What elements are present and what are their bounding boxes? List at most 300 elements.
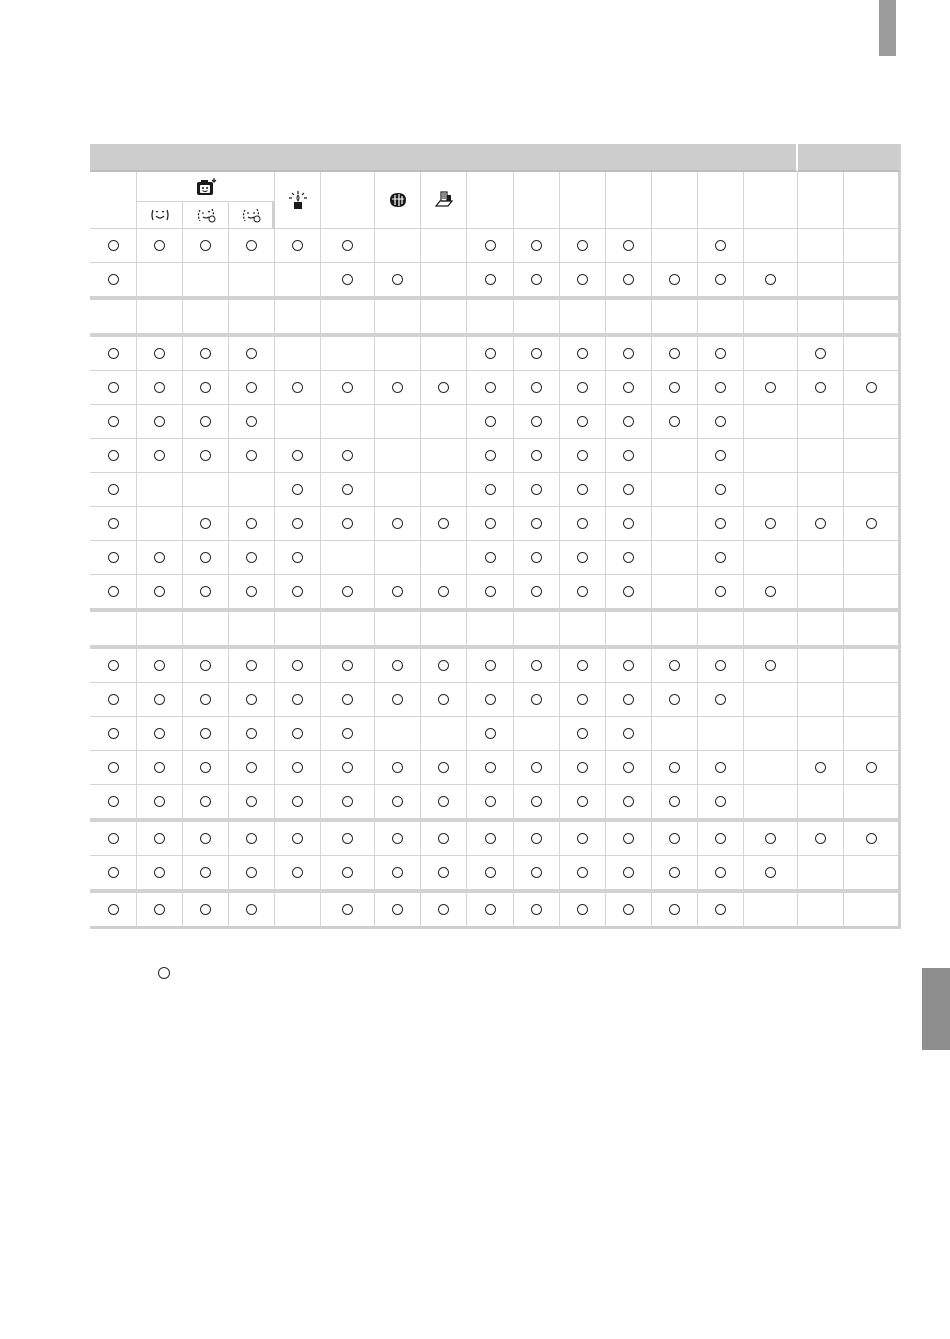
available-mark-icon bbox=[577, 348, 588, 359]
available-mark-icon bbox=[715, 518, 726, 529]
available-mark-icon bbox=[154, 660, 165, 671]
table-row bbox=[90, 439, 901, 473]
table-cell bbox=[744, 439, 798, 473]
table-cell bbox=[698, 371, 744, 405]
table-cell bbox=[560, 893, 606, 929]
table-cell bbox=[514, 649, 560, 683]
table-cell bbox=[183, 612, 229, 649]
available-mark-icon bbox=[108, 450, 119, 461]
chapter-tab-side bbox=[922, 968, 950, 1050]
available-mark-icon bbox=[246, 796, 257, 807]
table-cell bbox=[698, 751, 744, 785]
table-cell bbox=[183, 337, 229, 371]
available-mark-icon bbox=[623, 274, 634, 285]
table-cell bbox=[514, 893, 560, 929]
table-cell bbox=[90, 856, 137, 893]
table-cell bbox=[137, 405, 183, 439]
available-mark-icon bbox=[815, 762, 826, 773]
table-cell bbox=[375, 822, 421, 856]
available-mark-icon bbox=[200, 796, 211, 807]
table-row bbox=[90, 612, 901, 649]
table-cell bbox=[514, 612, 560, 649]
table-cell bbox=[652, 575, 698, 612]
available-mark-icon bbox=[485, 450, 496, 461]
available-mark-icon bbox=[577, 586, 588, 597]
available-mark-icon bbox=[669, 762, 680, 773]
available-mark-icon bbox=[485, 382, 496, 393]
table-row bbox=[90, 893, 901, 929]
available-mark-icon bbox=[485, 240, 496, 251]
table-cell bbox=[90, 473, 137, 507]
table-cell bbox=[90, 439, 137, 473]
available-mark-icon bbox=[154, 796, 165, 807]
table-cell bbox=[375, 541, 421, 575]
table-cell bbox=[229, 439, 275, 473]
table-cell bbox=[137, 751, 183, 785]
available-mark-icon bbox=[154, 586, 165, 597]
header-col-15 bbox=[744, 172, 798, 229]
available-mark-icon bbox=[715, 904, 726, 915]
table-cell bbox=[606, 263, 652, 300]
available-mark-icon bbox=[438, 796, 449, 807]
available-mark-icon bbox=[438, 586, 449, 597]
table-cell bbox=[798, 229, 844, 263]
available-mark-icon bbox=[342, 274, 353, 285]
table-cell bbox=[652, 649, 698, 683]
table-cell bbox=[375, 683, 421, 717]
table-cell bbox=[229, 263, 275, 300]
table-cell bbox=[698, 405, 744, 439]
table-cell bbox=[375, 856, 421, 893]
available-mark-icon bbox=[392, 660, 403, 671]
table-row bbox=[90, 822, 901, 856]
table-cell bbox=[698, 649, 744, 683]
available-mark-icon bbox=[531, 552, 542, 563]
table-cell bbox=[275, 751, 321, 785]
table-cell bbox=[90, 541, 137, 575]
table-cell bbox=[698, 541, 744, 575]
table-cell bbox=[844, 649, 901, 683]
table-cell bbox=[514, 683, 560, 717]
table-cell bbox=[744, 856, 798, 893]
table-cell bbox=[652, 683, 698, 717]
table-cell bbox=[275, 893, 321, 929]
table-cell bbox=[275, 683, 321, 717]
available-mark-icon bbox=[108, 416, 119, 427]
available-mark-icon bbox=[246, 450, 257, 461]
available-mark-icon bbox=[531, 518, 542, 529]
table-cell bbox=[375, 575, 421, 612]
table-cell bbox=[798, 822, 844, 856]
table-cell bbox=[652, 822, 698, 856]
available-mark-icon bbox=[342, 450, 353, 461]
available-mark-icon bbox=[246, 660, 257, 671]
table-cell bbox=[90, 717, 137, 751]
table-cell bbox=[606, 649, 652, 683]
table-row bbox=[90, 717, 901, 751]
available-mark-icon bbox=[715, 762, 726, 773]
legend bbox=[158, 964, 170, 982]
table-cell bbox=[421, 371, 467, 405]
available-mark-icon bbox=[438, 382, 449, 393]
available-mark-icon bbox=[577, 416, 588, 427]
available-mark-icon bbox=[815, 833, 826, 844]
table-cell bbox=[798, 785, 844, 822]
table-cell bbox=[467, 683, 514, 717]
table-cell bbox=[844, 300, 901, 337]
table-cell bbox=[606, 541, 652, 575]
table-cell bbox=[744, 473, 798, 507]
table-cell bbox=[698, 856, 744, 893]
table-cell bbox=[229, 856, 275, 893]
table-cell bbox=[844, 439, 901, 473]
table-cell bbox=[514, 751, 560, 785]
table-cell bbox=[375, 785, 421, 822]
available-mark-icon bbox=[815, 518, 826, 529]
available-mark-icon bbox=[577, 660, 588, 671]
table-cell bbox=[229, 473, 275, 507]
table-row bbox=[90, 229, 901, 263]
table-cell bbox=[514, 263, 560, 300]
table-cell bbox=[90, 893, 137, 929]
available-mark-icon bbox=[392, 904, 403, 915]
table-cell bbox=[275, 785, 321, 822]
table-cell bbox=[90, 337, 137, 371]
table-cell bbox=[560, 507, 606, 541]
available-mark-icon bbox=[577, 762, 588, 773]
table-cell bbox=[560, 822, 606, 856]
available-mark-icon bbox=[154, 867, 165, 878]
table-cell bbox=[183, 717, 229, 751]
available-mark-icon bbox=[485, 348, 496, 359]
available-mark-icon bbox=[438, 694, 449, 705]
available-mark-icon bbox=[577, 518, 588, 529]
table-cell bbox=[467, 893, 514, 929]
table-cell bbox=[514, 300, 560, 337]
table-row bbox=[90, 751, 901, 785]
table-cell bbox=[798, 893, 844, 929]
table-cell bbox=[844, 541, 901, 575]
available-mark-icon bbox=[669, 833, 680, 844]
table-cell bbox=[652, 541, 698, 575]
table-cell bbox=[137, 575, 183, 612]
table-cell bbox=[183, 751, 229, 785]
available-mark-icon bbox=[108, 518, 119, 529]
available-mark-icon bbox=[200, 586, 211, 597]
table-cell bbox=[375, 263, 421, 300]
table-cell bbox=[606, 575, 652, 612]
available-mark-icon bbox=[531, 762, 542, 773]
table-cell bbox=[744, 751, 798, 785]
available-mark-icon bbox=[154, 450, 165, 461]
available-mark-icon bbox=[669, 867, 680, 878]
table-cell bbox=[744, 229, 798, 263]
available-mark-icon bbox=[342, 586, 353, 597]
table-row bbox=[90, 337, 901, 371]
available-mark-icon bbox=[765, 518, 776, 529]
available-mark-icon bbox=[577, 796, 588, 807]
table-cell bbox=[606, 751, 652, 785]
table-cell bbox=[229, 751, 275, 785]
table-cell bbox=[321, 856, 375, 893]
available-mark-icon bbox=[342, 867, 353, 878]
available-mark-icon bbox=[715, 382, 726, 393]
table-cell bbox=[560, 612, 606, 649]
available-mark-icon bbox=[292, 728, 303, 739]
table-cell bbox=[606, 405, 652, 439]
table-body bbox=[90, 229, 901, 929]
available-mark-icon bbox=[200, 833, 211, 844]
table-cell bbox=[798, 300, 844, 337]
table-cell bbox=[421, 541, 467, 575]
smile-face-icon bbox=[137, 202, 183, 229]
available-mark-icon bbox=[200, 694, 211, 705]
available-mark-icon bbox=[715, 694, 726, 705]
table-cell bbox=[798, 541, 844, 575]
table-cell bbox=[560, 439, 606, 473]
table-cell bbox=[229, 507, 275, 541]
table-cell bbox=[744, 263, 798, 300]
table-cell bbox=[560, 300, 606, 337]
available-mark-icon bbox=[577, 867, 588, 878]
available-mark-icon bbox=[577, 552, 588, 563]
header-col-6 bbox=[321, 172, 375, 229]
table-cell bbox=[229, 575, 275, 612]
available-mark-icon bbox=[292, 833, 303, 844]
available-mark-icon bbox=[108, 382, 119, 393]
table-cell bbox=[652, 300, 698, 337]
table-cell bbox=[467, 541, 514, 575]
table-cell bbox=[514, 717, 560, 751]
available-mark-icon bbox=[108, 552, 119, 563]
table-cell bbox=[275, 439, 321, 473]
available-mark-icon bbox=[154, 552, 165, 563]
available-mark-icon bbox=[765, 660, 776, 671]
available-mark-icon bbox=[246, 833, 257, 844]
table-cell bbox=[90, 612, 137, 649]
table-cell bbox=[229, 300, 275, 337]
table-cell bbox=[90, 229, 137, 263]
table-cell bbox=[137, 337, 183, 371]
table-cell bbox=[137, 507, 183, 541]
available-mark-icon bbox=[342, 694, 353, 705]
available-mark-icon bbox=[246, 728, 257, 739]
table-cell bbox=[652, 263, 698, 300]
table-cell bbox=[421, 229, 467, 263]
table-cell bbox=[321, 785, 375, 822]
header-col-10 bbox=[514, 172, 560, 229]
table-cell bbox=[183, 371, 229, 405]
available-mark-icon bbox=[292, 694, 303, 705]
table-row bbox=[90, 541, 901, 575]
table-cell bbox=[798, 612, 844, 649]
table-cell bbox=[698, 439, 744, 473]
table-cell bbox=[375, 405, 421, 439]
table-cell bbox=[90, 785, 137, 822]
table-cell bbox=[321, 405, 375, 439]
available-mark-icon bbox=[485, 694, 496, 705]
table-cell bbox=[321, 717, 375, 751]
table-cell bbox=[183, 893, 229, 929]
table-cell bbox=[652, 229, 698, 263]
function-availability-table-wrapper bbox=[90, 144, 901, 929]
available-mark-icon bbox=[485, 904, 496, 915]
table-cell bbox=[375, 649, 421, 683]
table-cell bbox=[183, 229, 229, 263]
available-mark-icon bbox=[531, 348, 542, 359]
available-mark-icon bbox=[200, 552, 211, 563]
available-mark-icon bbox=[246, 867, 257, 878]
table-cell bbox=[744, 405, 798, 439]
table-cell bbox=[321, 229, 375, 263]
table-cell bbox=[606, 893, 652, 929]
header-col-9 bbox=[467, 172, 514, 229]
table-cell bbox=[90, 649, 137, 683]
available-mark-icon bbox=[669, 382, 680, 393]
table-cell bbox=[798, 263, 844, 300]
table-cell bbox=[652, 751, 698, 785]
table-cell bbox=[560, 575, 606, 612]
available-mark-icon bbox=[200, 518, 211, 529]
table-cell bbox=[606, 822, 652, 856]
available-mark-icon bbox=[669, 348, 680, 359]
table-cell bbox=[421, 405, 467, 439]
available-mark-icon bbox=[531, 904, 542, 915]
table-cell bbox=[137, 717, 183, 751]
available-mark-icon bbox=[623, 552, 634, 563]
table-cell bbox=[560, 229, 606, 263]
table-cell bbox=[229, 893, 275, 929]
table-cell bbox=[606, 856, 652, 893]
table-cell bbox=[229, 785, 275, 822]
table-cell bbox=[560, 263, 606, 300]
available-mark-icon bbox=[765, 833, 776, 844]
table-cell bbox=[421, 717, 467, 751]
table-cell bbox=[421, 751, 467, 785]
available-mark-icon bbox=[577, 728, 588, 739]
table-cell bbox=[467, 337, 514, 371]
table-cell bbox=[321, 822, 375, 856]
header-band-shooting-modes bbox=[90, 144, 798, 172]
table-cell bbox=[183, 785, 229, 822]
available-mark-icon bbox=[485, 796, 496, 807]
table-cell bbox=[467, 856, 514, 893]
table-cell bbox=[698, 300, 744, 337]
table-cell bbox=[467, 575, 514, 612]
available-mark-icon bbox=[531, 660, 542, 671]
available-mark-icon bbox=[342, 833, 353, 844]
table-row bbox=[90, 263, 901, 300]
available-mark-icon bbox=[866, 762, 877, 773]
table-cell bbox=[421, 612, 467, 649]
available-mark-icon bbox=[669, 274, 680, 285]
available-mark-icon bbox=[292, 762, 303, 773]
table-cell bbox=[229, 541, 275, 575]
available-mark-icon bbox=[623, 586, 634, 597]
table-cell bbox=[321, 371, 375, 405]
available-mark-icon bbox=[765, 586, 776, 597]
available-mark-icon bbox=[200, 348, 211, 359]
available-mark-icon bbox=[669, 904, 680, 915]
available-mark-icon bbox=[531, 416, 542, 427]
available-mark-icon bbox=[623, 904, 634, 915]
table-cell bbox=[321, 337, 375, 371]
table-cell bbox=[467, 612, 514, 649]
table-cell bbox=[321, 300, 375, 337]
table-cell bbox=[275, 612, 321, 649]
available-mark-icon bbox=[577, 450, 588, 461]
available-mark-icon bbox=[485, 586, 496, 597]
table-cell bbox=[798, 856, 844, 893]
available-mark-icon bbox=[108, 796, 119, 807]
table-cell bbox=[137, 785, 183, 822]
available-mark-icon bbox=[715, 586, 726, 597]
available-mark-icon bbox=[866, 518, 877, 529]
chapter-tab-top bbox=[879, 0, 896, 56]
table-cell bbox=[560, 649, 606, 683]
available-mark-icon bbox=[485, 867, 496, 878]
available-mark-icon bbox=[715, 450, 726, 461]
table-cell bbox=[698, 785, 744, 822]
table-cell bbox=[183, 405, 229, 439]
table-cell bbox=[275, 649, 321, 683]
table-cell bbox=[798, 473, 844, 507]
table-cell bbox=[467, 822, 514, 856]
table-cell bbox=[467, 751, 514, 785]
table-cell bbox=[844, 751, 901, 785]
table-cell bbox=[744, 822, 798, 856]
table-cell bbox=[514, 575, 560, 612]
header-band-other bbox=[798, 144, 901, 172]
table-cell bbox=[744, 893, 798, 929]
available-mark-icon bbox=[485, 274, 496, 285]
table-cell bbox=[137, 263, 183, 300]
available-mark-icon bbox=[200, 728, 211, 739]
table-cell bbox=[229, 371, 275, 405]
available-mark-icon bbox=[715, 867, 726, 878]
available-mark-icon bbox=[866, 833, 877, 844]
table-cell bbox=[798, 717, 844, 751]
table-cell bbox=[560, 337, 606, 371]
table-cell bbox=[467, 371, 514, 405]
available-mark-icon bbox=[154, 694, 165, 705]
table-cell bbox=[375, 337, 421, 371]
available-mark-icon bbox=[623, 694, 634, 705]
table-cell bbox=[467, 507, 514, 541]
table-cell bbox=[606, 612, 652, 649]
table-cell bbox=[606, 439, 652, 473]
available-mark-icon bbox=[765, 867, 776, 878]
available-mark-icon bbox=[623, 867, 634, 878]
table-cell bbox=[321, 439, 375, 473]
available-mark-icon bbox=[392, 694, 403, 705]
table-cell bbox=[421, 649, 467, 683]
table-cell bbox=[698, 507, 744, 541]
available-mark-icon bbox=[108, 240, 119, 251]
table-cell bbox=[275, 405, 321, 439]
table-cell bbox=[321, 683, 375, 717]
table-cell bbox=[514, 473, 560, 507]
table-cell bbox=[844, 822, 901, 856]
table-cell bbox=[321, 473, 375, 507]
available-mark-icon bbox=[623, 762, 634, 773]
available-mark-icon bbox=[485, 484, 496, 495]
available-mark-icon bbox=[577, 240, 588, 251]
table-cell bbox=[744, 575, 798, 612]
table-cell bbox=[744, 371, 798, 405]
available-mark-icon bbox=[577, 484, 588, 495]
available-mark-icon bbox=[292, 484, 303, 495]
